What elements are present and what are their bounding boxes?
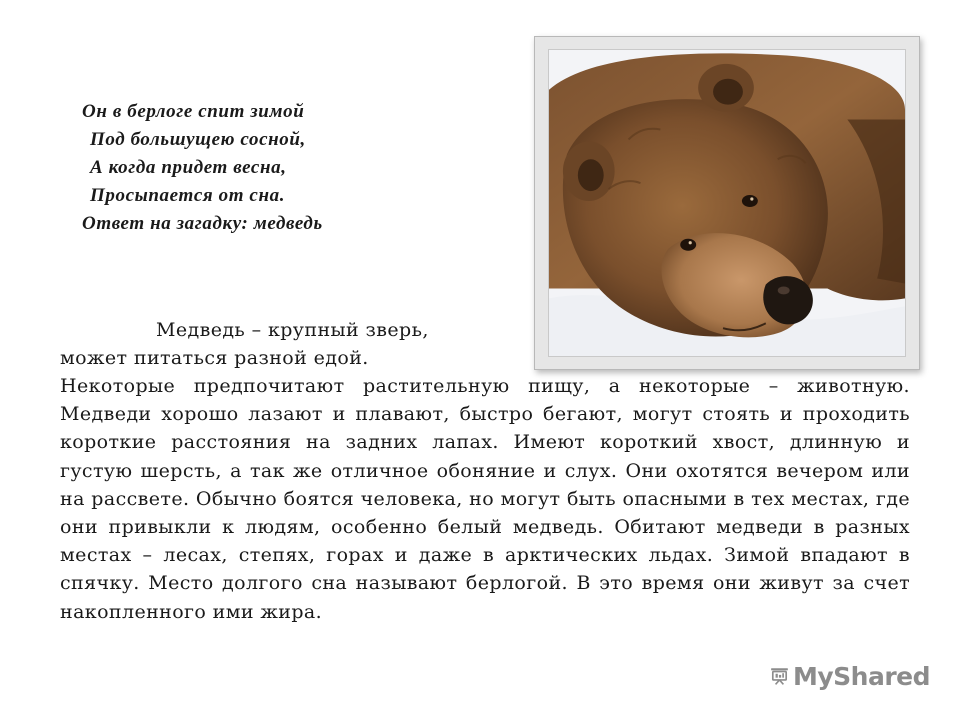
presentation-board-icon: [770, 659, 789, 693]
riddle-line: Под большущею сосной,: [90, 129, 306, 150]
myshared-watermark: [770, 656, 930, 696]
bear-description: Некоторые предпочитают растительную пищу, а некоторые – животную. Медведи хорошо лазают и плавают, быстро бегают, могут стоять и проходить короткие расстояния на задних лапах. Имеют короткий хвост, длинную и густую шерсть, а так же отличное обоняние и слух. Они охотятся вечером или на рассвете. Обычно боятся человека, но могут быть опасными в тех местах, где они привыкли к людям, особенно белый медведь. Обитают медведи в разных местах – лесах, степях, горах и даже в арктических льдах. Зимой впадают в спячку. Место долгого сна называют берлогой. В это время они живут за счет накопленного ими жира.: [60, 375, 910, 623]
riddle: [82, 98, 502, 238]
bear-photo-frame: [534, 36, 920, 370]
intro-line: может питаться разной едой.: [60, 347, 369, 369]
intro-text: [60, 316, 520, 372]
bear-illustration: [549, 50, 905, 356]
riddle-line: А когда придет весна,: [90, 157, 287, 178]
bear-photo: [548, 49, 906, 357]
riddle-line: Просыпается от сна.: [90, 185, 286, 206]
watermark-text: MyShared: [792, 661, 930, 691]
riddle-line: Он в берлоге спит зимой: [82, 101, 305, 122]
riddle-answer: Ответ на загадку: медведь: [82, 213, 323, 234]
intro-line: Медведь – крупный зверь,: [156, 319, 429, 341]
